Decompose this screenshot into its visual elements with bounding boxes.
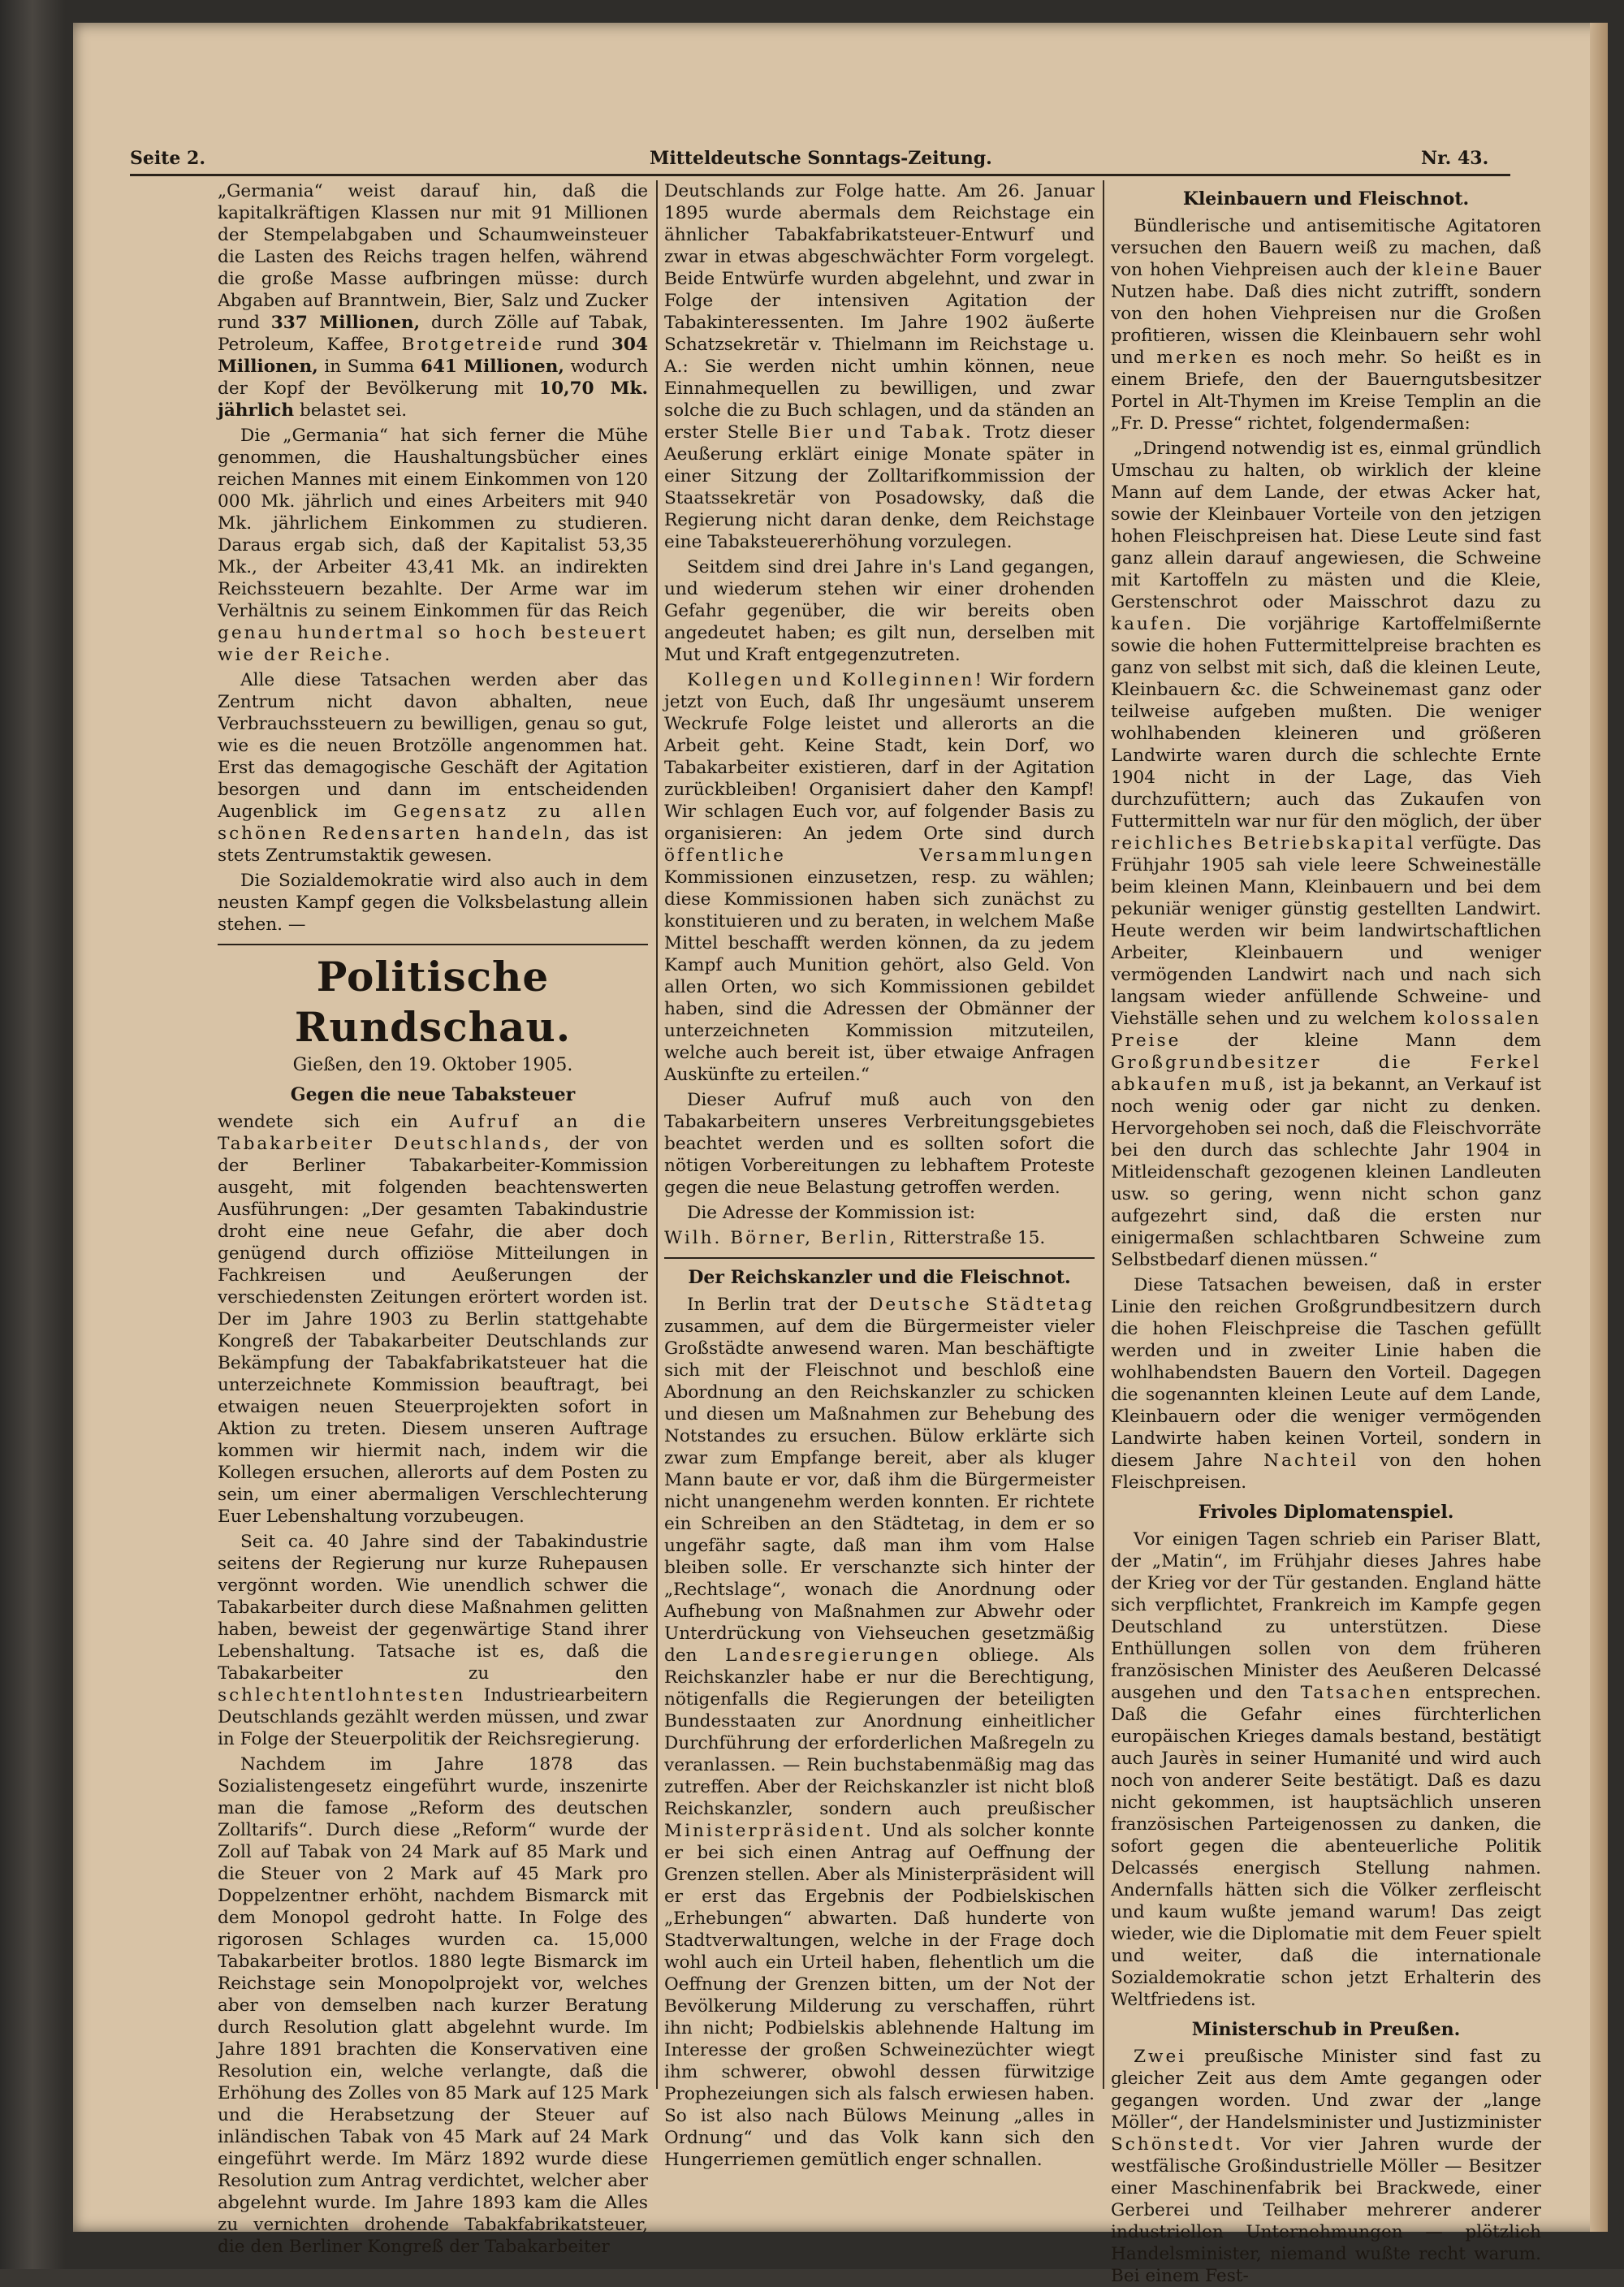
paragraph: Deutschlands zur Folge hatte. Am 26. Januar 1895 wurde abermals dem Reichstage ein ähnlicher Tabakfabrikatsteuer-Entwurf und zwar in etwas abgeschwächter Form vorgelegt. Beide Entwürfe wurden abgelehnt, und zwar in Folge der intensiven Agitation der Tabakinteressenten. Im Jahre 1902 äußerte Schatzsekretär v. Thielmann im Reichstage u. A.: Sie werden nicht umhin können, neue Einnahmequellen zu bewilligen, und zwar solche die zu Buch schlagen, und da ständen an erster Stelle Bier und Tabak. Trotz dieser Aeußerung erklärt einige Monate später in einer Sitzung der Zolltarifkommission der Staatssekretär von Posadowsky, daß die Regierung nicht daran denke, dem Reichstage eine Tabaksteuererhöhung vorzulegen. <box>664 181 1095 552</box>
paragraph: Dieser Aufruf muß auch von den Tabakarbeitern unseres Verbreitungsgebietes beachtet werden und es sollten sofort die nötigen Vorbereitungen zu lebhaftem Proteste gegen die neue Belastung getroffen werden. <box>664 1090 1095 1198</box>
article-headline: Kleinbauern und Fleischnot. <box>1182 188 1470 210</box>
header-rule <box>130 174 1510 176</box>
paragraph: Diese Tatsachen beweisen, daß in erster Linie den reichen Großgrundbesitzern durch die hohen Fleischpreise die Taschen gefüllt werden und in zweiter Linie haben die wohlhabendsten Bauern den Vorteil. Dagegen die sogenannten kleinen Leute auf dem Lande, Kleinbauern oder die weniger vermögenden Landwirte haben keinen Vorteil, sondern in diesem Jahre Nachteil von den hohen Fleischpreisen. <box>1111 1275 1541 1493</box>
article-headline: Ministerschub in Preußen. <box>1191 2019 1461 2040</box>
article-separator <box>664 1257 1095 1259</box>
paragraph: wendete sich ein Aufruf an die Tabakarbeiter Deutschlands, der von der Berliner Tabakarbeiter-Kommission ausgeht, mit folgenden beachtenswerten Ausführungen: „Der gesamten Tabakindustrie droht eine neue Gefahr, die aber doch genügend durch offiziöse Mitteilungen in Fachkreisen und Aeußerungen der verschiedensten Zeitungen erörtert worden ist. Der im Jahre 1903 zu Berlin stattgehabte Kongreß der Tabakarbeiter Deutschlands zur Bekämpfung der Tabakfabrikatsteuer hat die unterzeichnete Kommission beauftragt, bei etwaigen neuen Steuerprojekten sofort in Aktion zu treten. Diesem unseren Auftrage kommen wir hiermit nach, indem wir die Kollegen ersuchen, allerorts auf dem Posten zu sein, um einer abermaligen Verschlechterung Euer Lebenshaltung vorzubeugen. <box>218 1112 649 1527</box>
issue-number: Nr. 43. <box>1421 148 1489 169</box>
paragraph: Vor einigen Tagen schrieb ein Pariser Blatt, der „Matin“, im Frühjahr dieses Jahres habe der Krieg vor der Tür gestanden. England hätte sich verpflichtet, Frankreich im Kampfe gegen Deutschland zu unterstützen. Diese Enthüllungen sollen von dem früheren französischen Minister des Aeußeren Delcassé ausgehen und den Tatsachen entsprechen. Daß die Gefahr eines fürchterlichen europäischen Krieges damals bestand, bestätigt auch Jaurès in seiner Humanité und wird auch noch von anderer Seite bestätigt. Daß es dazu nicht gekommen, ist hauptsächlich unseren französischen Parteigenossen zu danken, die sofort gegen die abenteuerliche Politik Delcassés energisch Stellung nahmen. Andernfalls hätten sich die Völker zerfleischt und kaum wußte jemand warum! Das zeigt wieder, wie die Diplomatie mit dem Feuer spielt und weiter, daß die internationale Sozialdemokratie schon jetzt Erhalterin des Weltfriedens ist. <box>1111 1529 1541 2010</box>
paragraph: Seit ca. 40 Jahre sind der Tabakindustrie seitens der Regierung nur kurze Ruhepausen vergönnt worden. Wie unendlich schwer die Tabakarbeiter durch diese Maßnahmen gelitten haben, beweist der gegenwärtige Stand ihrer Lebenshaltung. Tatsache ist es, daß die Tabakarbeiter zu den schlechtentlohntesten Industriearbeitern Deutschlands gezählt werden müssen, und zwar in Folge der Steuerpolitik der Reichsregierung. <box>218 1532 648 1749</box>
article-headline: Gegen die neue Tabaksteuer <box>290 1084 576 1105</box>
paragraph: Alle diese Tatsachen werden aber das Zentrum nicht davon abhalten, neue Verbrauchssteuern zu bewilligen, genau so gut, wie es die neuen Brotzölle angenommen hat. Erst das demagogische Geschäft der Agitation besorgen und dann im entscheidenden Augenblick im Gegensatz zu allen schönen Redensarten handeln, das ist stets Zentrumstaktik gewesen. <box>218 670 649 866</box>
column-rule-2 <box>1103 180 1104 2089</box>
section-separator <box>218 944 648 945</box>
paragraph: Bündlerische und antisemitische Agitatoren versuchen den Bauern weiß zu machen, daß von hohen Viehpreisen auch der kleine Bauer Nutzen habe. Daß dies nicht zutrifft, sondern von den hohen Viehpreisen nur die Großen profitieren, wissen die Kleinbauern sehr wohl und merken es noch mehr. So heißt es in einem Briefe, den der Bauerngutsbesitzer Portel in Alt-Thymen im Kreise Templin an die „Fr. D. Presse“ richtet, folgendermaßen: <box>1111 216 1541 434</box>
page-header <box>130 148 1510 175</box>
article-headline: Der Reichskanzler und die Fleischnot. <box>688 1267 1071 1288</box>
paragraph: „Germania“ weist darauf hin, daß die kapitalkräftigen Klassen nur mit 91 Millionen der Stempelabgaben und Schaumweinsteuer die Lasten des Reichs tragen helfen, während die große Masse aufbringen müsse: durch Abgaben auf Branntwein, Bier, Salz und Zucker rund 337 Millionen, durch Zölle auf Tabak, Petroleum, Kaffee, Brotgetreide rund 304 Millionen, in Summa 641 Millionen, wodurch der Kopf der Bevölkerung mit 10,70 Mk. jährlich belastet sei. <box>218 181 648 421</box>
column-rule-1 <box>656 180 658 2089</box>
paragraph: Wilh. Börner, Berlin, Ritterstraße 15. <box>664 1228 1046 1248</box>
dateline: Gießen, den 19. Oktober 1905. <box>292 1055 573 1075</box>
article-headline: Frivoles Diplomatenspiel. <box>1198 1502 1454 1523</box>
paragraph: Die „Germania“ hat sich ferner die Mühe genommen, die Haushaltungsbücher eines reichen Mannes mit einem Einkommen von 120 000 Mk. jährlich und eines Arbeiters mit 940 Mk. jährlichem Einkommen zu studieren. Daraus ergab sich, daß der Kapitalist 53,35 Mk., der Arbeiter 43,41 Mk. an indirekten Reichssteuern bezahlte. Der Arme war im Verhältnis zu seinem Einkommen für das Reich genau hundertmal so hoch besteuert wie der Reiche. <box>218 426 648 665</box>
column-2 <box>664 180 1095 2170</box>
page-edge <box>1590 23 1608 2232</box>
paragraph: Seitdem sind drei Jahre in's Land gegangen, und wiederum stehen wir einer drohenden Gefahr gegenüber, die wir bereits oben angedeutet haben; es gilt nun, derselben mit Mut und Kraft entgegenzutreten. <box>664 557 1095 665</box>
column-1 <box>218 180 649 2257</box>
paragraph: Nachdem im Jahre 1878 das Sozialistengesetz eingeführt wurde, inszenirte man die famose „Reform des deutschen Zolltarifs“. Durch diese „Reform“ wurde der Zoll auf Tabak von 24 Mark auf 85 Mark und die Steuer von 2 Mark auf 45 Mark pro Doppelzentner erhöht, nachdem Bismarck mit dem Monopol gedroht hatte. In Folge des rigorosen Schlages wurden ca. 15,000 Tabakarbeiter brotlos. 1880 legte Bismarck im Reichstage sein Monopolprojekt vor, welches aber von demselben nach kurzer Beratung durch Resolution glatt abgelehnt wurde. Im Jahre 1891 brachten die Konservativen eine Resolution ein, welche verlangte, daß die Erhöhung des Zolles von 85 Mark auf 125 Mark und die Herabsetzung der Steuer auf inländischen Tabak von 45 Mark auf 24 Mark eingeführt werde. Im März 1892 wurde diese Resolution zum Antrag verdichtet, welcher aber abgelehnt wurde. Im Jahre 1893 kam die Alles zu vernichten drohende Tabakfabrikatsteuer, die den Berliner Kongreß der Tabakarbeiter <box>218 1754 648 2257</box>
paragraph: „Dringend notwendig ist es, einmal gründlich Umschau zu halten, ob wirklich der kleine Mann auf dem Lande, der etwas Acker hat, sowie der Kleinbauer Vorteile von den jetzigen hohen Fleischpreisen hat. Diese Leute sind fast ganz allein darauf angewiesen, die Schweine mit Kartoffeln zu mästen und die Kleie, Gerstenschrot oder Maisschrot dazu zu kaufen. Die vorjährige Kartoffelmißernte sowie die hohen Futtermittelpreise brachten es ganz von selbst mit sich, daß die kleinen Leute, Kleinbauern &c. die Schweinemast ganz oder teilweise aufgeben mußten. Die weniger wohlhabenden kleineren und größeren Landwirte waren durch die schlechte Ernte 1904 nicht in der Lage, das Vieh durchzufüttern; auch das Zukaufen von Futtermitteln war nur für den möglich, der über reichliches Betriebskapital verfügte. Das Frühjahr 1905 sah viele leere Schweineställe beim kleinen Mann, Kleinbauern und bei dem pekuniär weniger günstig gestellten Landwirt. Heute werden wir beim landwirtschaftlichen Arbeiter, Kleinbauern und weniger vermögenden Landwirt nach und nach sich langsam wieder anfüllende Schweine- und Viehställe sehen und zu welchem kolossalen Preise der kleine Mann dem Großgrundbesitzer die Ferkel abkaufen muß, ist ja bekannt, an Verkauf ist noch wenig oder gar nicht zu denken. Hervorgehoben sei noch, daß die Fleischvorräte bei den durch das schlechte Jahr 1904 in Mitleidenschaft gezogenen kleinen Landleuten usw. so gering, wenn nicht schon ganz aufgezehrt sind, daß die ersten nur einigermaßen schlachtbaren Schweine zum Selbstbedarf dienen müssen.“ <box>1111 439 1542 1270</box>
paragraph: Zwei preußische Minister sind fast zu gleicher Zeit aus dem Amte gegangen oder gegangen worden. Und zwar der „lange Möller“, der Handelsminister und Justizminister Schönstedt. Vor vier Jahren wurde der westfälische Großindustrielle Möller — Besitzer einer Maschinenfabrik bei Brackwede, einer Gerberei und Teilhaber mehrerer anderer industriellen Unternehmungen — plötzlich Handelsminister, niemand wußte recht warum. Bei einem Fest- <box>1111 2047 1541 2286</box>
paragraph: In Berlin trat der Deutsche Städtetag zusammen, auf dem die Bürgermeister vieler Großstädte anwesend waren. Man beschäftigte sich mit der Fleischnot und beschloß eine Abordnung an den Reichskanzler zu schicken und diesen um Maßnahmen zur Behebung des Notstandes zu ersuchen. Bülow erklärte sich zwar zum Empfange bereit, aber als kluger Mann baute er vor, daß ihm die Bürgermeister nicht unangenehm werden konnten. Er richtete ein Schreiben an den Städtetag, in dem er so ungefähr sagte, daß man ihm vom Halse bleiben solle. Er verschanzte sich hinter der „Rechtslage“, wonach die Anordnung oder Aufhebung von Maßnahmen zur Abwehr oder Unterdrückung von Viehseuchen gesetzmäßig den Landesregierungen obliege. Als Reichskanzler habe er nur die Berechtigung, nötigenfalls die Regierungen der beteiligten Bundesstaaten zur Anordnung einheitlicher Durchführung der erforderlichen Maßregeln zu veranlassen. — Rein buchstabenmäßig mag das zutreffen. Aber der Reichskanzler ist nicht bloß Reichskanzler, sondern auch preußischer Ministerpräsident. Und als solcher konnte er bei sich einen Antrag auf Oeffnung der Grenzen stellen. Aber als Ministerpräsident will er erst das Ergebnis der Podbielskischen „Erhebungen“ abwarten. Daß hunderte von Stadtverwaltungen, welche in der Frage doch wohl auch ein Urteil haben, flehentlich um die Oeffnung der Grenzen bitten, um der Not der Bevölkerung Milderung zu verschaffen, rührt ihn nicht; Podbielskis ablehnende Haltung im Interesse der großen Schweinezüchter wiegt ihm schwerer, obwohl dessen fürwitzige Prophezeiungen sich als falsch erwiesen haben. So ist also nach Bülows Meinung „alles in Ordnung“ und das Volk kann sich den Hungerriemen gemütlich enger schnallen. <box>664 1295 1095 2170</box>
paragraph: Die Adresse der Kommission ist: <box>687 1203 976 1223</box>
newspaper-title: Mitteldeutsche Sonntags-Zeitung. <box>650 148 992 169</box>
column-3 <box>1111 180 1542 2286</box>
section-title: Politische Rundschau. <box>294 953 572 1051</box>
paragraph: Kollegen und Kolleginnen! Wir fordern jetzt von Euch, daß Ihr ungesäumt unserem Weckrufe Folge leistet und allerorts an die Arbeit geht. Keine Stadt, kein Dorf, wo Tabakarbeiter existieren, darf in der Agitation zurückbleiben! Organisiert daher den Kampf! Wir schlagen Euch vor, auf folgender Basis zu organisieren: An jedem Orte sind durch öffentliche Versammlungen Kommissionen einzusetzen, resp. zu wählen; diese Kommissionen haben sich zunächst zu konstituieren und zu beraten, in welchem Maße Mittel beschafft werden können, da zu jedem Kampf auch Munition gehört, also Geld. Von allen Orten, wo sich Kommissionen gebildet haben, sind die Adressen der Obmänner der unterzeichneten Kommission mitzuteilen, welche auch bereit ist, über etwaige Anfragen Auskünfte zu erteilen.“ <box>664 670 1095 1085</box>
page-label: Seite 2. <box>130 148 206 169</box>
paragraph: Die Sozialdemokratie wird also auch in dem neusten Kampf gegen die Volksbelastung allein stehen. — <box>218 871 648 935</box>
